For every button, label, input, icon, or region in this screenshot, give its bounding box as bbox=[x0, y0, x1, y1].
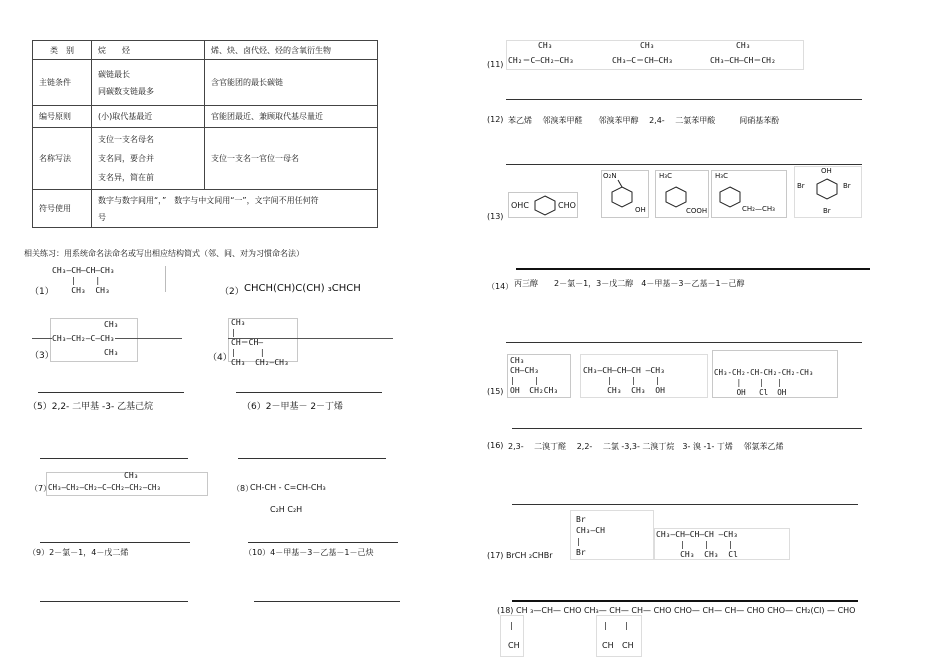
answer-line bbox=[40, 458, 188, 459]
question-text: （6）2－甲基－ 2－丁烯 bbox=[242, 402, 344, 412]
table-row-label: 符号使用 bbox=[33, 190, 92, 228]
answer-line bbox=[254, 601, 400, 602]
structure-top: CH₃ bbox=[104, 320, 119, 329]
question-number: (13) bbox=[487, 212, 504, 221]
question-text: （5）2,2- 二甲基 -3- 乙基己烷 bbox=[28, 402, 154, 412]
benzene-ring-icon bbox=[610, 186, 634, 208]
structure-top: CH₃ bbox=[124, 471, 139, 480]
divider bbox=[165, 266, 166, 292]
table-cell: 官能团最近、兼顾取代基尽量近 bbox=[205, 106, 378, 128]
substituent-label: H₃C bbox=[715, 172, 728, 180]
question-number: (12) bbox=[487, 115, 504, 124]
substituent-label: CH bbox=[622, 641, 634, 650]
structural-formula: CH₃—CH—CH＝CH₂ bbox=[710, 56, 776, 65]
table-row bbox=[33, 60, 378, 106]
bond-mark: | bbox=[625, 621, 628, 630]
substituent-label: O₂N bbox=[603, 172, 617, 180]
table-header-alkane: 烷 烃 bbox=[92, 41, 205, 60]
structural-formula: CH₂＝C—CH₂—CH₃ bbox=[508, 56, 574, 65]
table-cell-line: 号 bbox=[98, 212, 106, 222]
table-header-row bbox=[33, 41, 378, 60]
table-cell-line: 支位一支名母名 bbox=[98, 135, 154, 144]
question-number: （3） bbox=[30, 351, 54, 361]
structural-formula: CH₃—CH—CH—CH —CH₃ | | | CH₃ CH₃ Cl bbox=[656, 530, 738, 559]
benzene-ring-icon bbox=[664, 186, 688, 208]
formula-text: BrCH ₂CHBr bbox=[506, 551, 553, 560]
answer-line bbox=[38, 392, 184, 393]
question-number: (18) bbox=[497, 606, 514, 615]
answer-line bbox=[40, 542, 190, 543]
substituent-label: OHC bbox=[511, 201, 529, 210]
structural-formula: CH₃ | CH＝CH— | | CH₃ CH₂—CH₃ bbox=[231, 318, 289, 367]
answer-line bbox=[40, 601, 188, 602]
substituent-label: COOH bbox=[686, 207, 708, 215]
structural-formula: CH₃—CH₂—C—CH₃ bbox=[52, 334, 115, 343]
table-cell-line: 支名异，简在前 bbox=[98, 173, 154, 182]
substituent-label: H₃C bbox=[659, 172, 672, 180]
formula-text: CH-CH - C=CH-CH₃ bbox=[250, 483, 326, 492]
structural-formula: CH₃—CH—CH—CH₃ | | CH₃ CH₃ bbox=[52, 266, 115, 295]
question-text: 丙三醇 2－氯－1，3－戊二醇 4－甲基－3－乙基－1－己醇 bbox=[514, 279, 745, 288]
formula-text: C₂H C₂H bbox=[270, 505, 303, 514]
structure-top: CH₃ bbox=[538, 41, 553, 50]
table-header-category: 类 别 bbox=[33, 41, 92, 60]
question-text: 苯乙烯 邻溴苯甲醛 邻溴苯甲醇 2,4- 二氯苯甲酸 间硝基苯酚 bbox=[508, 116, 780, 125]
answer-line bbox=[512, 600, 858, 602]
substituent-label: OH bbox=[821, 167, 832, 175]
substituent-label: CH bbox=[602, 641, 614, 650]
table-row-label: 主链条件 bbox=[33, 60, 92, 106]
table-cell-line: 支名同，要合并 bbox=[98, 154, 154, 163]
substituent-label: CH₂—CH₃ bbox=[742, 205, 775, 213]
answer-line bbox=[236, 392, 382, 393]
structure-bottom: CH₃ bbox=[104, 348, 119, 357]
question-text: （10）4－甲基－3－乙基－1－己炔 bbox=[244, 548, 374, 557]
table-row-label: 名称写法 bbox=[33, 128, 92, 190]
answer-line bbox=[512, 428, 862, 429]
substituent-label: CH bbox=[508, 641, 520, 650]
answer-line bbox=[238, 458, 386, 459]
table-cell: 含官能团的最长碳链 bbox=[205, 60, 378, 106]
benzene-ring-icon bbox=[718, 186, 742, 208]
structural-formula: CH₃—CH₂—CH₂—C—CH₂—CH₂—CH₃ bbox=[48, 483, 161, 492]
table-row-label: 编号原则 bbox=[33, 106, 92, 128]
structural-formula: CH₃ CH—CH₃ | | OH CH₂CH₃ bbox=[510, 356, 559, 395]
question-text: （9）2－氯－1，4－戊二烯 bbox=[28, 548, 129, 557]
bond-mark: | bbox=[510, 621, 513, 630]
table-cell: (小)取代基最近 bbox=[92, 106, 205, 128]
structure-top: CH₃ bbox=[640, 41, 655, 50]
formula-text: CH ₃—CH— CHO CH₃— CH— CH— CHO CHO— CH— CH— CHO CHO— CH₂(Cl) — CHO bbox=[516, 606, 856, 615]
formula-text: CHCH(CH)C(CH) ₃CHCH bbox=[244, 283, 361, 294]
question-number: (15) bbox=[487, 387, 504, 396]
question-number: （1） bbox=[30, 287, 54, 297]
question-text: 2,3- 二溴丁醛 2,2- 二氯 -3,3- 二溴丁烷 3- 溴 -1- 丁烯 邻氯苯乙烯 bbox=[508, 442, 784, 451]
table-cell-line: 数字与数字间用“，” 数字与中文间用“一”，文字间不用任何符 bbox=[98, 195, 319, 205]
table-cell: 支位一支名一官位一母名 bbox=[205, 128, 378, 190]
naming-rules-table bbox=[32, 40, 378, 228]
question-number: (16) bbox=[487, 441, 504, 450]
question-number: （2） bbox=[220, 287, 244, 297]
question-number: （4） bbox=[208, 353, 232, 363]
practice-intro: 相关练习：用系统命名法命名或写出相应结构简式（邻、间、对为习惯命名法） bbox=[24, 249, 304, 258]
table-header-others: 烯、炔、卤代烃、烃的含氧衍生物 bbox=[205, 41, 378, 60]
structural-formula: CH₃-CH₂-CH-CH₂-CH₂-CH₃ | | | OH Cl OH bbox=[714, 368, 814, 397]
structure-frame bbox=[596, 615, 642, 657]
structural-formula: CH₃—CH—CH—CH —CH₃ | | | CH₃ CH₃ OH bbox=[583, 366, 665, 395]
benzene-ring-icon bbox=[815, 178, 839, 200]
bond-mark: | bbox=[604, 621, 607, 630]
substituent-label: Br bbox=[823, 207, 831, 215]
question-number: (11) bbox=[487, 60, 504, 69]
question-number: （7） bbox=[30, 484, 52, 493]
substituent-label: CHO bbox=[558, 201, 576, 210]
table-row bbox=[33, 128, 378, 190]
answer-line bbox=[506, 99, 862, 100]
answer-line bbox=[512, 504, 858, 505]
table-cell-line: 碳链最长 bbox=[98, 69, 130, 79]
question-number: （8） bbox=[232, 484, 254, 493]
substituent-label: Br bbox=[843, 182, 851, 190]
question-number: （14） bbox=[487, 282, 514, 291]
answer-line bbox=[506, 164, 862, 165]
substituent-label: OH bbox=[635, 206, 646, 214]
question-number: (17) bbox=[487, 551, 504, 560]
structural-formula: Br CH₃—CH | Br bbox=[576, 515, 605, 557]
benzene-ring-icon bbox=[533, 195, 557, 215]
structure-top: CH₃ bbox=[736, 41, 751, 50]
answer-line bbox=[506, 342, 862, 343]
table-cell-line: 同碳数支链最多 bbox=[98, 86, 154, 96]
structural-formula: CH₃—C＝CH—CH₃ bbox=[612, 56, 673, 65]
answer-line bbox=[248, 542, 398, 543]
table-row bbox=[33, 190, 378, 228]
substituent-label: Br bbox=[797, 182, 805, 190]
table-row bbox=[33, 106, 378, 128]
answer-line bbox=[516, 268, 870, 270]
